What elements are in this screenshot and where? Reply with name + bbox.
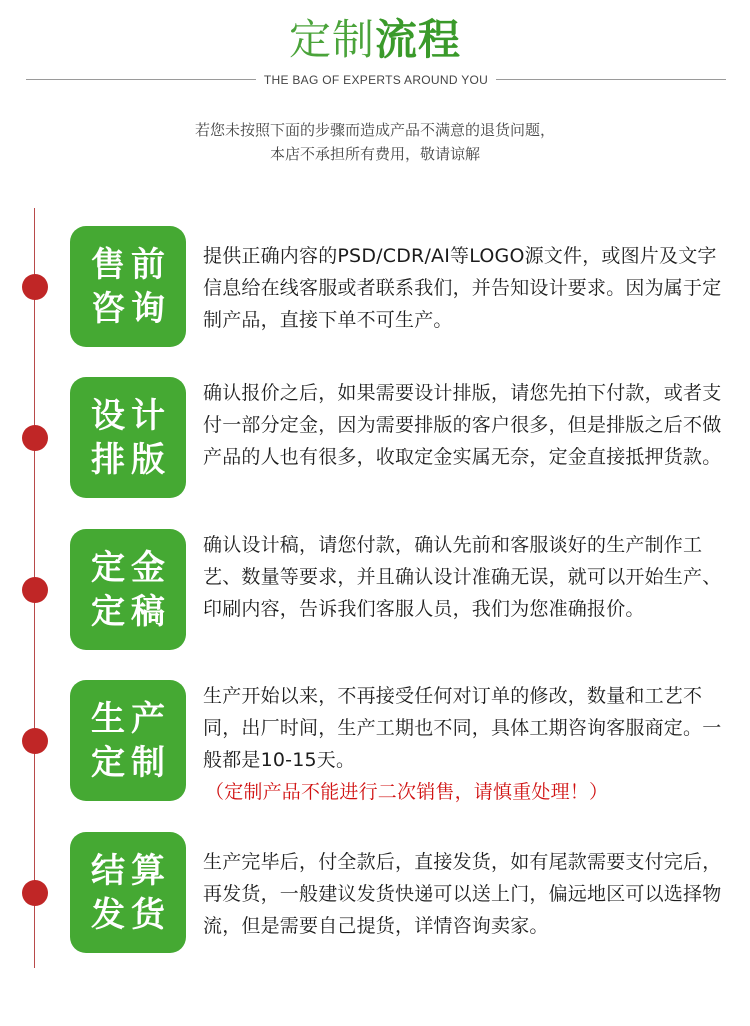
step-settlement-shipping: [0, 832, 750, 957]
page-title-bold: 流程: [375, 15, 462, 64]
step-badge-line-1: 生产: [91, 698, 171, 739]
page-title: [0, 14, 750, 66]
timeline-dot: [22, 880, 48, 906]
step-badge-line-1: 结算: [91, 850, 171, 891]
step-description: 确认设计稿，请您付款，确认先前和客服谈好的生产制作工艺、数量等要求，并且确认设计准确无误，就可以开始生产、印刷内容，告诉我们客服人员，我们为您准确报价。: [203, 534, 722, 620]
step-description: [203, 680, 733, 808]
step-production: [0, 680, 750, 805]
divider-right: [496, 79, 726, 80]
step-badge: [70, 226, 186, 347]
timeline-dot: [22, 274, 48, 300]
step-badge-line-2: 排版: [91, 439, 171, 480]
step-badge-line-2: 发货: [91, 894, 171, 935]
step-badge-line-2: 定稿: [91, 591, 171, 632]
step-badge-line-2: 咨询: [91, 288, 171, 329]
step-deposit-finalize: [0, 529, 750, 654]
step-badge: [70, 832, 186, 953]
timeline-dot: [22, 425, 48, 451]
step-badge-line-1: 设计: [91, 395, 171, 436]
step-badge: [70, 680, 186, 801]
step-pre-sales: [0, 226, 750, 351]
step-description: 生产完毕后，付全款后，直接发货，如有尾款需要支付完后，再发货，一般建议发货快递可以送上门，偏远地区可以选择物流，但是需要自己提货，详情咨询卖家。: [203, 851, 722, 937]
notice-line-1: 若您未按照下面的步骤而造成产品不满意的退货问题，: [194, 121, 555, 139]
step-badge: [70, 529, 186, 650]
step-badge: [70, 377, 186, 498]
step-description-text: 生产开始以来，不再接受任何对订单的修改，数量和工艺不同，出厂时间，生产工期也不同，具体工期咨询客服商定。一般都是10-15天。: [203, 685, 722, 771]
step-badge-line-2: 定制: [91, 742, 171, 783]
warning-text: （定制产品不能进行二次销售，请慎重处理！）: [205, 781, 609, 803]
notice-line-2: 本店不承担所有费用，敬请谅解: [269, 145, 480, 163]
step-design-layout: [0, 377, 750, 502]
step-description: 确认报价之后，如果需要设计排版，请您先拍下付款，或者支付一部分定金，因为需要排版的客户很多，但是排版之后不做产品的人也有很多，收取定金实属无奈，定金直接抵押货款。: [203, 382, 722, 468]
notice: [0, 118, 750, 166]
page-title-light: 定制: [288, 15, 375, 64]
subtitle-row: [26, 70, 726, 90]
step-description: 提供正确内容的PSD/CDR/AI等LOGO源文件，或图片及文字信息给在线客服或者联系我们，并告知设计要求。因为属于定制产品，直接下单不可生产。: [203, 245, 722, 331]
timeline-dot: [22, 577, 48, 603]
page-subtitle: THE BAG OF EXPERTS AROUND YOU: [263, 73, 489, 87]
step-badge-line-1: 定金: [91, 547, 171, 588]
step-badge-line-1: 售前: [91, 244, 171, 285]
timeline-dot: [22, 728, 48, 754]
